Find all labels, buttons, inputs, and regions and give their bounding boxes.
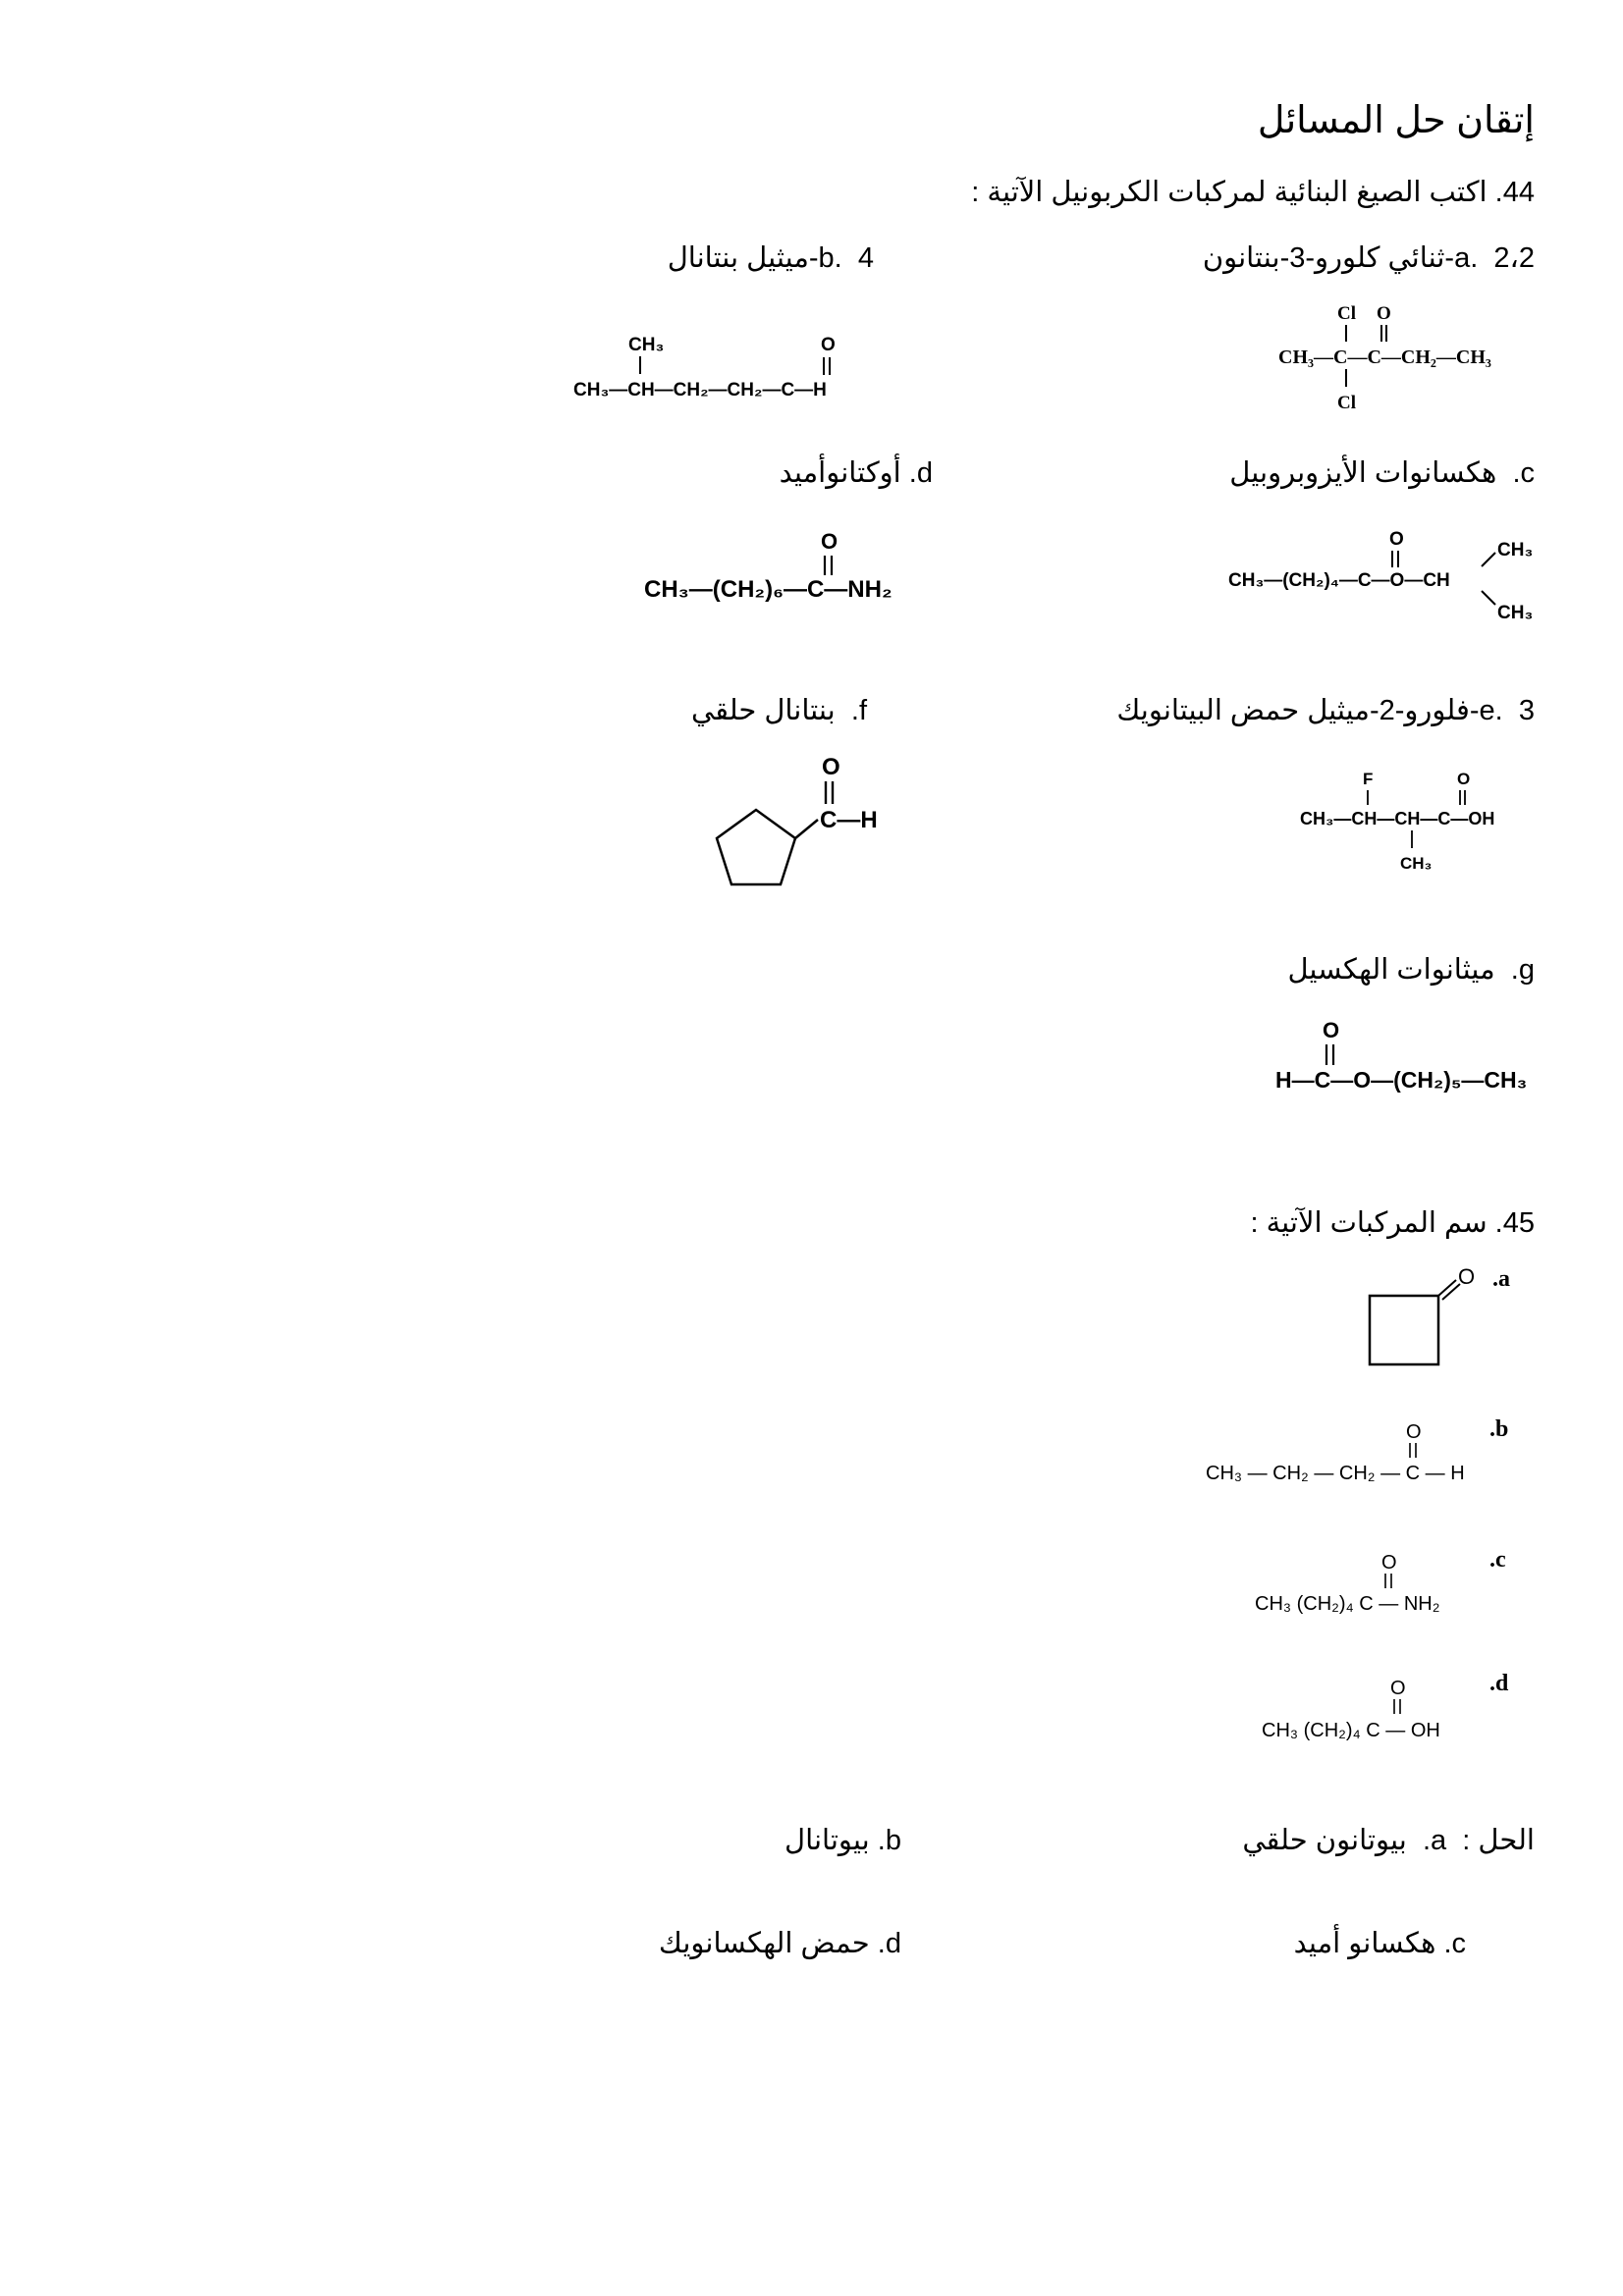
structure-c-ch3-down: CH₃ — [1497, 603, 1534, 623]
structure-b-main: CH₃—CH—CH₂—CH₂—C—H — [573, 380, 827, 400]
structure-g-main: H—C—O—(CH₂)₅—CH₃ — [1275, 1067, 1528, 1093]
solution-c-letter: c. — [1443, 1928, 1466, 1959]
q45-d-structure — [1252, 1669, 1488, 1757]
structure-d — [638, 525, 933, 614]
item-c-letter: c. — [1512, 457, 1535, 489]
structure-f-ch: C—H — [820, 807, 878, 833]
structure-g-o: O — [1323, 1018, 1340, 1042]
q45-c-structure — [1242, 1544, 1488, 1632]
q45-d-formula: CH₃ (CH₂)₄ C — OH — [1262, 1720, 1440, 1741]
q45-a-letter: .a — [1492, 1266, 1510, 1292]
item-e-name: 3-فلورو-2-ميثيل حمض البيتانويك — [1116, 695, 1535, 726]
structure-a-cl-bottom: Cl — [1337, 393, 1356, 413]
item-b — [668, 240, 874, 275]
structure-g — [1271, 1016, 1537, 1104]
item-d-letter: d. — [908, 457, 933, 489]
solution-a-name: بيوتانون حلقي — [1242, 1825, 1407, 1856]
item-b-name: 4-ميثيل بنتانال — [667, 242, 874, 274]
structure-c-o: O — [1389, 529, 1404, 550]
structure-f — [712, 751, 908, 888]
structure-a-o: O — [1377, 303, 1391, 324]
structure-e-o: O — [1457, 770, 1471, 788]
item-f-name: بنتانال حلقي — [690, 695, 836, 726]
solution-label: الحل : — [1462, 1825, 1535, 1856]
item-f-letter: f. — [850, 695, 867, 726]
structure-e-f: F — [1363, 770, 1374, 788]
page-title: إتقان حل المسائل — [1257, 100, 1535, 141]
question-44-prompt: 44. اكتب الصيغ البنائية لمركبات الكربونيل الآتية : — [971, 177, 1535, 208]
structure-c-ch3-up: CH₃ — [1497, 540, 1534, 561]
solution-b-letter: b. — [877, 1825, 901, 1856]
item-g — [1287, 952, 1535, 987]
structure-c — [1222, 520, 1546, 628]
solution-a-letter: a. — [1422, 1825, 1447, 1856]
item-a-letter: a. — [1454, 242, 1479, 274]
q45-b-structure — [1198, 1414, 1483, 1492]
solution-b — [784, 1823, 901, 1857]
q45-c-letter: .c — [1489, 1547, 1506, 1573]
q45-b-o: O — [1406, 1421, 1422, 1443]
solution-d-name: حمض الهكسانويك — [658, 1928, 870, 1959]
structure-d-o: O — [821, 529, 839, 554]
solution-d — [659, 1926, 901, 1960]
solution-b-name: بيوتانال — [784, 1825, 870, 1856]
q45-c-o: O — [1381, 1552, 1397, 1574]
item-c — [1229, 455, 1535, 490]
structure-b — [568, 324, 892, 422]
cyclobutane-ring — [1370, 1296, 1438, 1364]
q45-c-formula: CH₃ (CH₂)₄ C — NH₂ — [1255, 1593, 1440, 1615]
item-d — [780, 455, 933, 490]
structure-a-cl-top: Cl — [1337, 303, 1356, 324]
q45-d-letter: .d — [1489, 1671, 1509, 1696]
item-c-name: هكسانوات الأيزوبروبيل — [1229, 457, 1497, 489]
item-g-letter: g. — [1510, 954, 1535, 986]
structure-d-main: CH₃—(CH₂)₆—C—NH₂ — [644, 576, 893, 603]
structure-e — [1296, 766, 1561, 893]
q45-b-letter: .b — [1489, 1416, 1509, 1442]
structure-a-main: CH₃—C—C—CH₂—CH₃ — [1278, 347, 1491, 368]
solution-c-name: هكسانو أميد — [1293, 1928, 1436, 1959]
item-e-letter: e. — [1479, 695, 1503, 726]
item-e — [1116, 693, 1535, 727]
q45-a-structure — [1355, 1266, 1483, 1384]
structure-c-main: CH₃—(CH₂)₄—C—O—CH — [1228, 570, 1450, 591]
question-45-prompt: 45. سم المركبات الآتية : — [1250, 1207, 1535, 1239]
q45-a-o: O — [1458, 1266, 1476, 1289]
structure-b-o: O — [821, 335, 836, 355]
structure-f-o: O — [822, 754, 840, 780]
structure-e-branch: CH₃ — [1400, 854, 1433, 873]
solution-c — [1294, 1926, 1466, 1960]
item-b-letter: b. — [818, 242, 842, 274]
solution-row-1 — [1242, 1823, 1535, 1857]
item-f — [691, 693, 867, 727]
item-d-name: أوكتانوأميد — [779, 457, 901, 489]
item-a-name: 2،2-ثنائي كلورو-3-بنتانون — [1202, 242, 1535, 274]
structure-b-branch: CH₃ — [628, 335, 665, 355]
cyclopentane-ring — [717, 810, 795, 884]
item-g-name: ميثانوات الهكسيل — [1287, 954, 1495, 986]
item-a — [1203, 240, 1535, 275]
structure-e-main: CH₃—CH—CH—C—OH — [1300, 809, 1495, 828]
solution-d-letter: d. — [877, 1928, 901, 1959]
structure-a — [1267, 294, 1551, 432]
q45-d-o: O — [1390, 1678, 1406, 1699]
q45-b-formula: CH₃ — CH₂ — CH₂ — C — H — [1206, 1463, 1465, 1484]
